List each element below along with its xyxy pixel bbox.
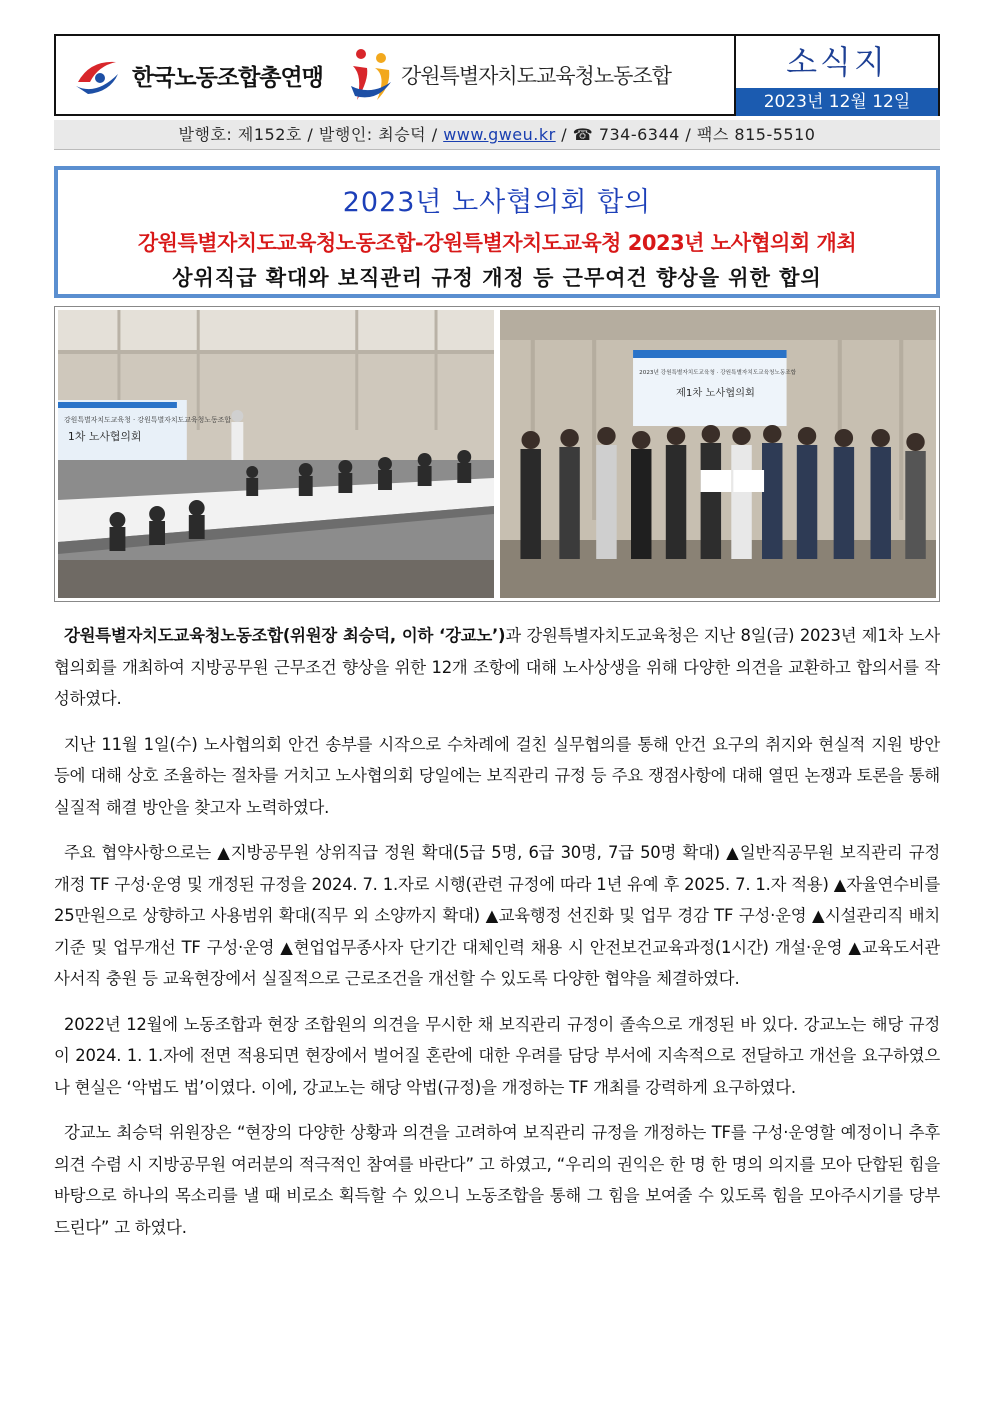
paragraph-3: 주요 협약사항으로는 ▲지방공무원 상위직급 정원 확대(5급 5명, 6급 30명, 7급 50명 확대) ▲일반직공무원 보직관리 규정 개정 TF 구성·운영 및 개정된 규정을 2024. 7. 1.자로 시행(관련 규정에 따라 1년 유예 후 2025. 7. 1.자 적용) ▲자율연수비를 25만원으로 상향하고 사용범위 확대(직무 외 소양까지 확대) ▲교육행정 선진화 및 업무 경감 TF 구성·운영 ▲시설관리직 배치기준 및 업무개선 TF 구성·운영 ▲현업업무종사자 단기간 대체인력 채용 시 안전보건교육과정(1시간) 개설·운영 ▲교육도서관 사서직 충원 등 교육현장에서 실질적으로 근로조건을 개선할 수 있도록 다양한 협약을 체결하였다. (54, 843, 940, 988)
right-banner-line1: 2023년 강원특별자치도교육청 · 강원특별자치도교육청노동조합 (639, 370, 797, 376)
right-banner-line2: 제1차 노사협의회 (676, 388, 755, 399)
logo-area (56, 36, 734, 114)
paragraph-4: 2022년 12월에 노동조합과 현장 조합원의 의견을 무시한 채 보직관리 규정이 졸속으로 개정된 바 있다. 강교노는 해당 규정이 2024. 1. 1.자에 전면 적용되면 현장에서 벌어질 혼란에 대한 우려를 담당 부서에 지속적으로 전달하고 개선을 요구하였으나 현실은 ‘악법도 법’이였다. 이에, 강교노는 해당 악법(규정)을 개정하는 TF 개최를 강력하게 요구하였다. (54, 1014, 940, 1097)
gweu-name: 강원특별자치도교육청노동조합 (400, 64, 671, 88)
gweu-logo-icon (347, 46, 395, 104)
fktu-logo (70, 52, 323, 98)
publication-bar: 발행호: 제152호 / 발행인: 최승덕 / www.gweu.kr / ☎ 734-6344 / 팩스 815-5510 (54, 120, 940, 150)
meeting-photo-illustration (58, 310, 494, 598)
masthead (54, 34, 940, 116)
photo-group (500, 310, 936, 598)
left-banner-line2: 1차 노사협의회 (67, 429, 142, 444)
newsletter-title: 소식지 (736, 36, 938, 88)
headline-box (54, 166, 940, 298)
issue-number: 발행호: 제152호 (178, 125, 302, 144)
phone-number: 734-6344 (598, 125, 680, 144)
gweu-logo (347, 46, 671, 104)
group-photo-illustration (500, 310, 936, 598)
headline-subtitle: 강원특별자치도교육청노동조합-강원특별자치도교육청 2023년 노사협의회 개최 (137, 231, 857, 255)
website-link[interactable]: www.gweu.kr (443, 125, 556, 144)
headline-title: 2023년 노사협의회 합의 (342, 187, 652, 218)
photo-row (54, 306, 940, 602)
paragraph-5: 강교노 최승덕 위원장은 “현장의 다양한 상황과 의견을 고려하여 보직관리 규정을 개정하는 TF를 구성·운영할 예정이니 추후 의견 수렴 시 지방공무원 여러분의 적극적인 참여를 바란다” 고 하였고, “우리의 권익은 한 명 한 명의 의지를 모아 단합된 힘을 바탕으로 하나의 목소리를 낼 때 비로소 획득할 수 있으니 노동조합을 통해 그 힘을 보여줄 수 있도록 힘을 모아주시기를 당부드린다” 고 하였다. (54, 1123, 940, 1237)
paragraph-1-lead: 강원특별자치도교육청노동조합(위원장 최승덕, 이하 ‘강교노’) (64, 626, 506, 645)
article-body (54, 620, 940, 1257)
paragraph-1-rest: 과 강원특별자치도교육청은 지난 8일(금) 2023년 제1차 노사협의회를 개최하여 지방공무원 근무조건 향상을 위한 12개 조항에 대해 노사상생을 위해 다양한 의견을 교환하고 합의서를 작성하였다. (54, 626, 941, 708)
fax-number: 팩스 815-5510 (696, 125, 816, 144)
left-banner-line1: 강원특별자치도교육청 · 강원특별자치도교육청노동조합 (63, 415, 232, 425)
newsletter-date: 2023년 12월 12일 (736, 88, 938, 116)
paragraph-1 (54, 620, 940, 715)
headline-subtitle-2: 상위직급 확대와 보직관리 규정 개정 등 근무여건 향상을 위한 합의 (172, 266, 822, 290)
phone-icon: ☎ (572, 125, 594, 144)
newsletter-box (734, 36, 938, 114)
paragraph-2: 지난 11월 1일(수) 노사협의회 안건 송부를 시작으로 수차례에 걸친 실무협의를 통해 안건 요구의 취지와 현실적 지원 방안 등에 대해 상호 조율하는 절차를 거치고 노사협의회 당일에는 보직관리 규정 등 주요 쟁점사항에 대해 열띤 논쟁과 토론을 통해 실질적 해결 방안을 찾고자 노력하였다. (54, 734, 940, 817)
fktu-logo-icon (70, 52, 126, 98)
publisher: 발행인: 최승덕 (318, 125, 427, 144)
fktu-name: 한국노동조합총연맹 (132, 64, 323, 91)
photo-meeting (58, 310, 494, 598)
